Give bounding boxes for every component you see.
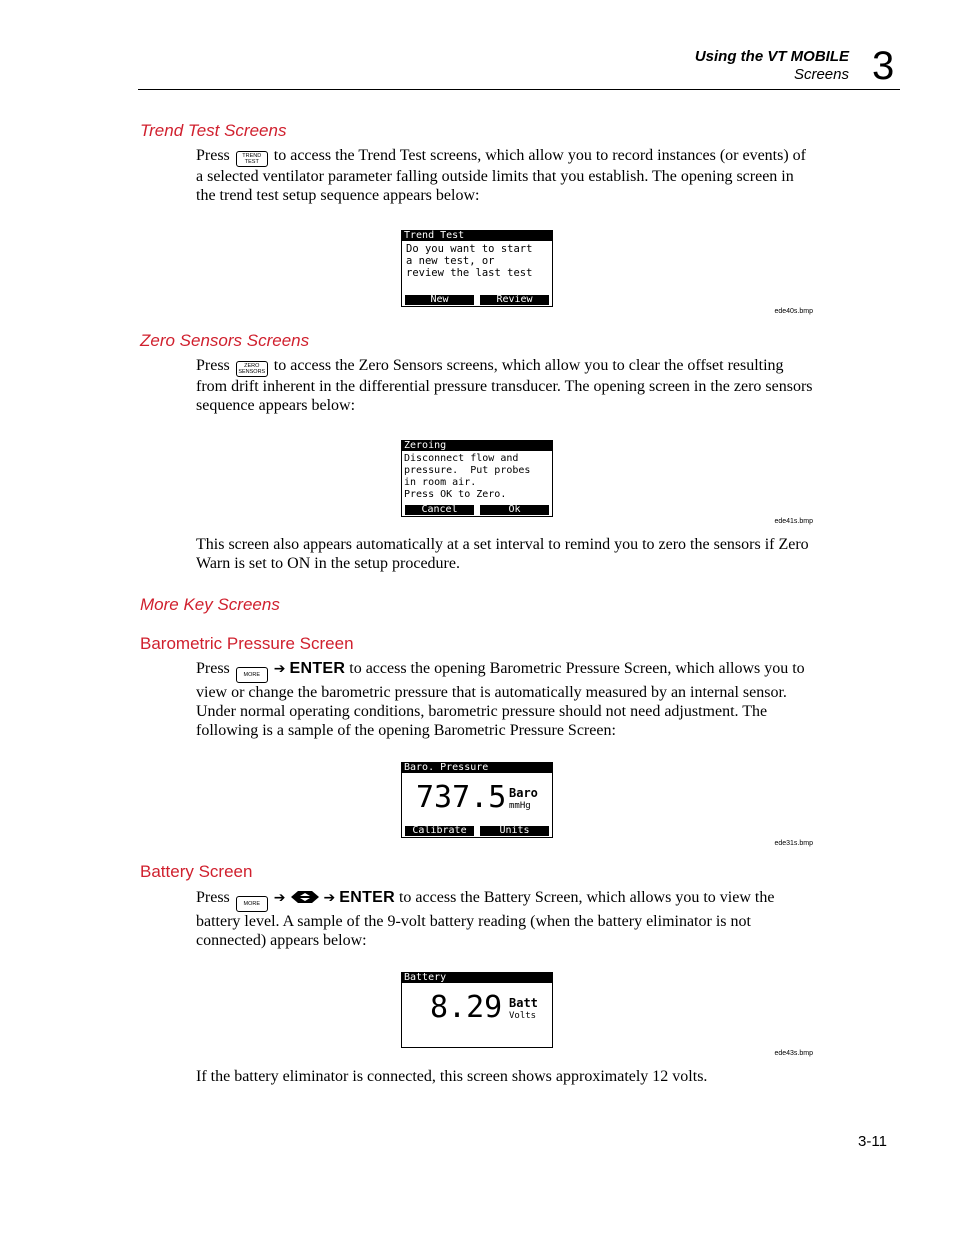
arrow-icon: ➔ (273, 661, 286, 677)
more-key-icon: MORE (236, 896, 268, 912)
trend-test-lcd-screen (401, 230, 553, 307)
lcd-unit-batt: Batt (509, 996, 538, 1010)
trend-test-key-icon: TREND TEST (236, 151, 268, 167)
paragraph-barometric (196, 659, 814, 740)
lcd-title: Battery (402, 973, 552, 983)
running-header-title: Using the VT MOBILE (694, 48, 849, 65)
lcd-title: Zeroing (402, 441, 552, 451)
figure-caption: ede41s.bmp (774, 518, 813, 525)
barometric-lcd-screen (401, 762, 553, 838)
lcd-message: Do you want to start a new test, or review the last test (406, 243, 533, 279)
press-word: Press (196, 147, 230, 164)
lcd-softkeys (405, 505, 549, 515)
heading-trend-test-screens: Trend Test Screens (140, 121, 287, 140)
softkey-calibrate: Calibrate (405, 826, 474, 836)
enter-key-label: ENTER (289, 660, 346, 677)
lcd-message: Disconnect flow and pressure. Put probes in room air. Press OK to Zero. (404, 453, 531, 500)
page-number: 3-11 (858, 1133, 887, 1150)
arrow-icon: ➔ (273, 890, 286, 906)
zero-sensors-key-icon: ZERO SENSORS (236, 361, 268, 377)
lcd-unit-volts: Volts (509, 1011, 537, 1021)
heading-battery-screen: Battery Screen (140, 862, 253, 881)
trend-test-description: to access the Trend Test screens, which allow you to record instances (or events) of a selected ventilator parameter falling outside limits that you establish. The opening screen in the trend test setup sequence appears below: (196, 147, 806, 204)
softkey-ok: Ok (480, 505, 549, 515)
up-down-arrow-key-icon (290, 890, 320, 909)
softkey-cancel: Cancel (405, 505, 474, 515)
lcd-softkeys (405, 295, 549, 305)
battery-description: to access the Battery Screen, which allows you to view the battery level. A sample of the 9-volt battery reading (when the battery eliminator is not connected) appears below: (196, 889, 775, 949)
zeroing-lcd-screen (401, 440, 553, 517)
heading-zero-sensors-screens: Zero Sensors Screens (140, 331, 310, 350)
figure-caption: ede31s.bmp (774, 840, 813, 847)
running-header-subtitle: Screens (793, 66, 849, 83)
lcd-unit-baro: Baro (509, 786, 538, 800)
chapter-number: 3 (872, 44, 895, 88)
figure-caption: ede40s.bmp (774, 308, 813, 315)
paragraph-zero-sensors (196, 356, 814, 415)
arrow-icon: ➔ (323, 890, 336, 906)
more-key-icon: MORE (236, 667, 268, 683)
header-rule (138, 89, 900, 90)
paragraph-battery (196, 888, 814, 950)
press-word: Press (196, 660, 230, 677)
paragraph-trend-test (196, 146, 814, 205)
lcd-softkeys (405, 826, 549, 836)
zero-sensors-description: to access the Zero Sensors screens, which allow you to clear the offset resulting from drift inherent in the differential pressure transducer. The opening screen in the zero sensors sequence appears below: (196, 357, 813, 414)
lcd-battery-value: 8.29 (430, 990, 503, 1025)
paragraph-zero-note: This screen also appears automatically at a set interval to remind you to zero the sensors if Zero Warn is set to ON in the setup procedure. (196, 536, 809, 572)
softkey-review: Review (480, 295, 549, 305)
figure-caption: ede43s.bmp (774, 1050, 813, 1057)
press-word: Press (196, 889, 230, 906)
softkey-units: Units (480, 826, 549, 836)
heading-more-key-screens: More Key Screens (140, 595, 280, 614)
press-word: Press (196, 357, 230, 374)
heading-barometric-pressure-screen: Barometric Pressure Screen (140, 634, 354, 653)
paragraph-battery-note: If the battery eliminator is connected, this screen shows approximately 12 volts. (196, 1068, 708, 1085)
barometric-description: to access the opening Barometric Pressure Screen, which allows you to view or change the barometric pressure that is automatically measured by an internal sensor. Under normal operating conditions, barometric pressure should not need adjustment. The following is a sample of the opening Barometric Pressure Screen: (196, 660, 805, 739)
lcd-baro-value: 737.5 (416, 780, 507, 815)
softkey-new: New (405, 295, 474, 305)
battery-lcd-screen (401, 972, 553, 1048)
lcd-title: Baro. Pressure (402, 763, 552, 773)
lcd-unit-mmhg: mmHg (509, 801, 531, 811)
enter-key-label: ENTER (339, 889, 395, 906)
lcd-title: Trend Test (402, 231, 552, 241)
